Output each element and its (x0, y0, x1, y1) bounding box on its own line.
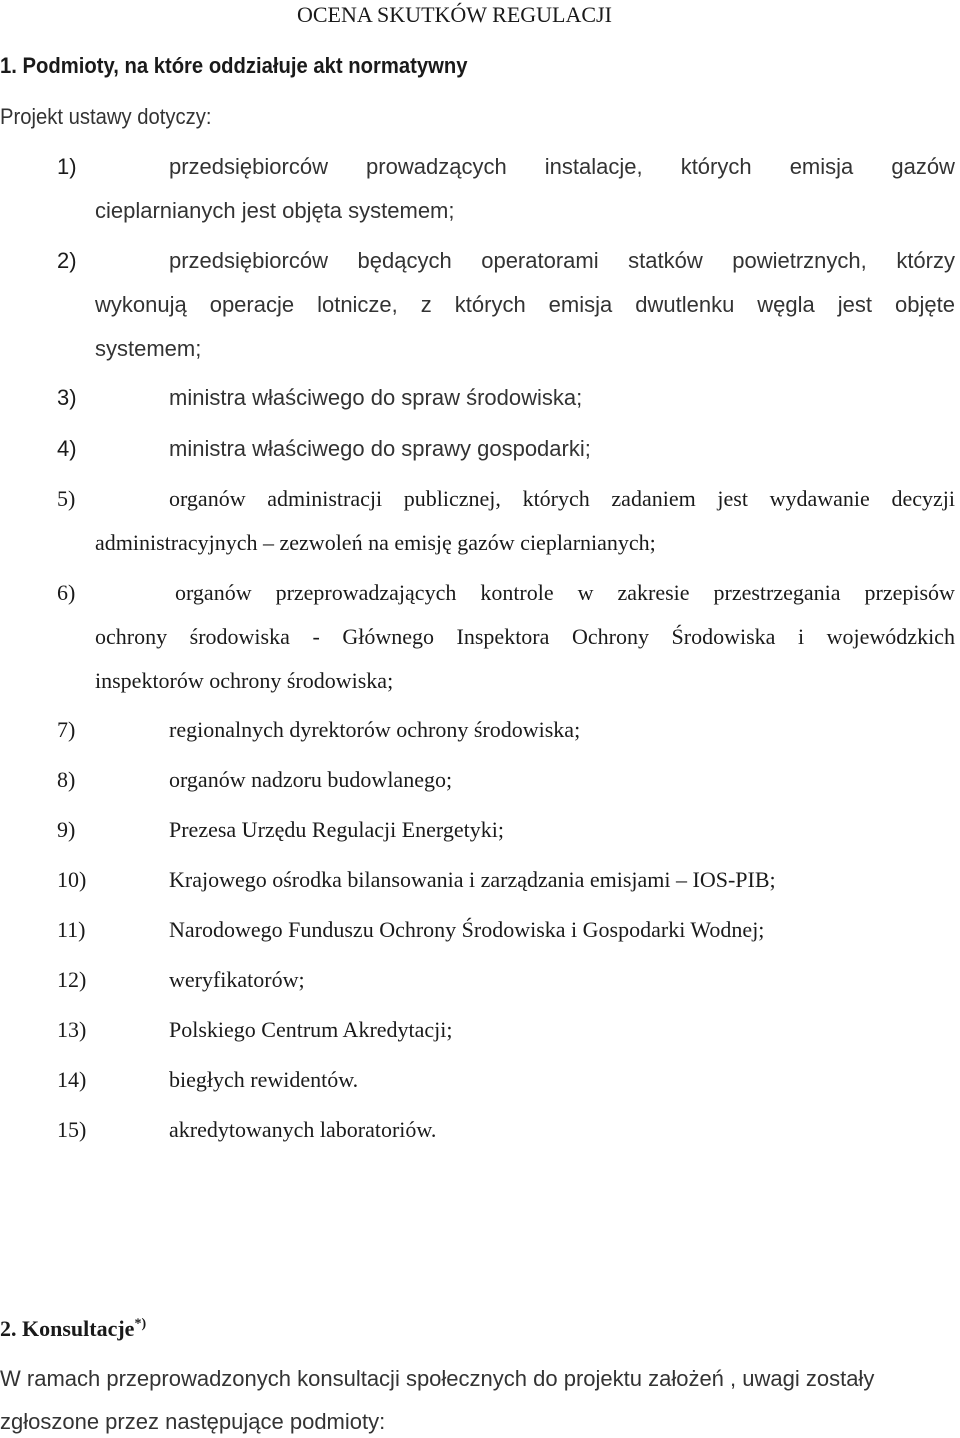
word: Głównego (342, 624, 434, 649)
list-item-text: biegłych rewidentów. (169, 1067, 359, 1092)
section-1-heading: 1. Podmioty, na które oddziałuje akt normatywny (0, 53, 468, 78)
list-item-text: organów nadzoru budowlanego; (169, 767, 453, 792)
word: wydawanie (769, 486, 870, 511)
word: publicznej, (403, 486, 501, 511)
footnote-marker: *) (134, 1316, 147, 1332)
word: - (312, 624, 320, 649)
word: organów (175, 580, 252, 605)
word: kontrole (480, 580, 554, 605)
list-item-text: ministra właściwego do sprawy gospodarki; (169, 436, 591, 461)
word: i (797, 624, 805, 649)
word: przedsiębiorców (169, 154, 328, 179)
word: powietrznych, (732, 248, 867, 273)
word: Środowiska (671, 624, 776, 649)
word: przeprowadzających (275, 580, 457, 605)
list-item-number: 8) (57, 767, 76, 792)
document-title: OCENA SKUTKÓW REGULACJI (297, 2, 612, 27)
list-item-line (95, 292, 955, 318)
list-item-line (175, 580, 955, 606)
consultation-text-line: zgłoszone przez następujące podmioty: (0, 1409, 386, 1434)
list-item-line (169, 154, 955, 180)
list-item-number: 12) (57, 967, 87, 992)
word: Ochrony (571, 624, 649, 649)
word: administracji (267, 486, 383, 511)
word: przestrzegania (713, 580, 841, 605)
list-item-text: ministra właściwego do spraw środowiska; (169, 385, 583, 410)
word: przedsiębiorców (169, 248, 328, 273)
list-item-text: weryfikatorów; (169, 967, 305, 992)
word: organów (169, 486, 246, 511)
list-item-text: akredytowanych laboratoriów. (169, 1117, 437, 1142)
word: operacje (209, 292, 295, 317)
list-item-number: 4) (57, 436, 77, 461)
list-item-number: 7) (57, 717, 76, 742)
word: zadaniem (611, 486, 696, 511)
word: emisja (789, 154, 854, 179)
section-2-heading (0, 1316, 146, 1342)
word: operatorami (481, 248, 599, 273)
word: wojewódzkich (826, 624, 955, 649)
list-item-line: systemem; (95, 336, 202, 361)
list-item-number: 3) (57, 385, 77, 410)
list-item-text: Prezesa Urzędu Regulacji Energetyki; (169, 817, 504, 842)
word: instalacje, (544, 154, 643, 179)
section-2-heading-text: 2. Konsultacje (0, 1316, 135, 1341)
word: lotnicze, (317, 292, 398, 317)
word: wykonują (95, 292, 187, 317)
word: środowiska (189, 624, 290, 649)
word: dwutlenku (635, 292, 735, 317)
word: jest (717, 486, 748, 511)
word: emisja (548, 292, 613, 317)
word: których (680, 154, 752, 179)
list-item-text: regionalnych dyrektorów ochrony środowiska; (169, 717, 581, 742)
word: Inspektora (456, 624, 550, 649)
list-item-number: 13) (57, 1017, 87, 1042)
list-item-line: inspektorów ochrony środowiska; (95, 668, 394, 693)
list-item-number: 15) (57, 1117, 87, 1142)
list-item-number: 6) (57, 580, 76, 605)
list-item-line (169, 248, 955, 274)
word: jest (837, 292, 873, 317)
word: z (420, 292, 432, 317)
list-item-number: 11) (57, 917, 86, 942)
list-item-text: Narodowego Funduszu Ochrony Środowiska i Gospodarki Wodnej; (169, 917, 765, 942)
list-item-text: Krajowego ośrodka bilansowania i zarządzania emisjami – IOS-PIB; (169, 867, 776, 892)
list-item-text: Polskiego Centrum Akredytacji; (169, 1017, 453, 1042)
word: zakresie (617, 580, 690, 605)
list-item-line (169, 486, 955, 512)
list-item-line: cieplarnianych jest objęta systemem; (95, 198, 455, 223)
list-item-line: administracyjnych – zezwoleń na emisję gazów cieplarnianych; (95, 530, 656, 555)
word: statków (628, 248, 703, 273)
intro-text: Projekt ustawy dotyczy: (0, 104, 212, 129)
word: gazów (891, 154, 955, 179)
list-item-number: 14) (57, 1067, 87, 1092)
word: przepisów (864, 580, 955, 605)
word: węgla (757, 292, 815, 317)
list-item-number: 5) (57, 486, 76, 511)
consultation-text-line: W ramach przeprowadzonych konsultacji społecznych do projektu założeń , uwagi zostały (0, 1366, 875, 1391)
word: objęte (895, 292, 955, 317)
list-item-number: 1) (57, 154, 77, 179)
word: w (577, 580, 594, 605)
word: których (454, 292, 526, 317)
list-item-number: 2) (57, 248, 77, 273)
list-item-number: 9) (57, 817, 76, 842)
word: którzy (896, 248, 955, 273)
word: ochrony (95, 624, 168, 649)
list-item-number: 10) (57, 867, 87, 892)
word: będących (357, 248, 452, 273)
word: decyzji (891, 486, 955, 511)
word: prowadzących (366, 154, 507, 179)
list-item-line (95, 624, 955, 650)
word: których (522, 486, 590, 511)
